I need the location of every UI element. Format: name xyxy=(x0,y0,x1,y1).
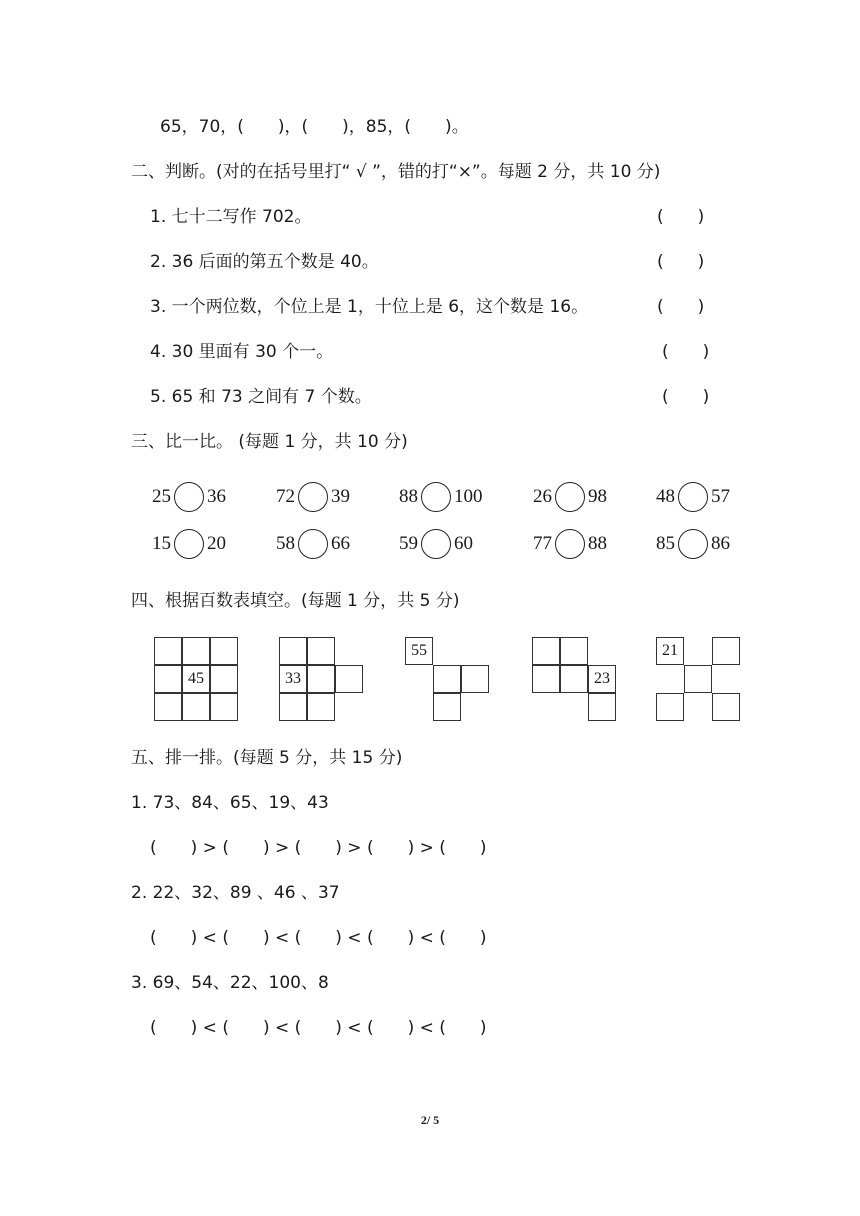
page-number: 2/ 5 xyxy=(420,1113,440,1127)
compare-right: 100 xyxy=(454,486,483,507)
compare-1-5 xyxy=(656,480,730,514)
compare-right: 20 xyxy=(207,533,226,554)
compare-circle[interactable] xyxy=(678,482,708,512)
compare-left: 48 xyxy=(656,486,675,507)
compare-right: 36 xyxy=(207,486,226,507)
blank-cell[interactable] xyxy=(210,693,238,721)
judge-answer-3[interactable]: ( ) xyxy=(657,297,705,317)
compare-1-1 xyxy=(152,480,226,514)
compare-left: 88 xyxy=(399,486,418,507)
compare-left: 15 xyxy=(152,533,171,554)
blank-cell[interactable] xyxy=(588,693,616,721)
given-cell: 45 xyxy=(182,665,210,693)
compare-circle[interactable] xyxy=(174,482,204,512)
blank-cell[interactable] xyxy=(154,665,182,693)
compare-circle[interactable] xyxy=(555,482,585,512)
compare-right: 66 xyxy=(331,533,350,554)
order-blanks-2[interactable]: ( ) < ( ) < ( ) < ( ) < ( ) xyxy=(150,928,487,948)
judge-item-2: 2. 36 后面的第五个数是 40。 xyxy=(150,252,379,272)
judge-answer-2[interactable]: ( ) xyxy=(657,252,705,272)
compare-2-3 xyxy=(399,527,473,561)
compare-1-2 xyxy=(276,480,350,514)
compare-right: 88 xyxy=(588,533,607,554)
section-2-title: 二、判断。(对的在括号里打“ √ ”，错的打“×”。每题 2 分，共 10 分) xyxy=(131,162,661,182)
blank-cell[interactable] xyxy=(210,637,238,665)
blank-cell[interactable] xyxy=(307,637,335,665)
given-cell: 33 xyxy=(279,665,307,693)
blank-cell[interactable] xyxy=(154,637,182,665)
judge-answer-4[interactable]: ( ) xyxy=(662,342,710,362)
compare-right: 57 xyxy=(711,486,730,507)
blank-cell[interactable] xyxy=(335,665,363,693)
compare-circle[interactable] xyxy=(555,529,585,559)
compare-right: 60 xyxy=(454,533,473,554)
given-cell: 21 xyxy=(656,637,684,665)
compare-circle[interactable] xyxy=(421,529,451,559)
blank-cell[interactable] xyxy=(433,693,461,721)
compare-2-5 xyxy=(656,527,730,561)
compare-left: 25 xyxy=(152,486,171,507)
judge-item-5: 5. 65 和 73 之间有 7 个数。 xyxy=(150,387,372,407)
compare-right: 98 xyxy=(588,486,607,507)
blank-cell[interactable] xyxy=(210,665,238,693)
blank-cell[interactable] xyxy=(712,637,740,665)
compare-1-3 xyxy=(399,480,483,514)
blank-cell[interactable] xyxy=(656,693,684,721)
number-sequence-question: 65，70，( )，( )，85，( )。 xyxy=(160,117,469,137)
judge-item-3: 3. 一个两位数，个位上是 1，十位上是 6，这个数是 16。 xyxy=(150,297,589,317)
compare-left: 58 xyxy=(276,533,295,554)
blank-cell[interactable] xyxy=(532,637,560,665)
compare-circle[interactable] xyxy=(298,529,328,559)
blank-cell[interactable] xyxy=(712,693,740,721)
compare-left: 59 xyxy=(399,533,418,554)
section-5-title: 五、排一排。(每题 5 分，共 15 分) xyxy=(131,748,403,768)
blank-cell[interactable] xyxy=(307,665,335,693)
compare-left: 26 xyxy=(533,486,552,507)
compare-2-2 xyxy=(276,527,350,561)
blank-cell[interactable] xyxy=(560,637,588,665)
given-cell: 23 xyxy=(588,665,616,693)
blank-cell[interactable] xyxy=(182,637,210,665)
judge-answer-5[interactable]: ( ) xyxy=(662,387,710,407)
compare-2-1 xyxy=(152,527,226,561)
compare-1-4 xyxy=(533,480,607,514)
compare-circle[interactable] xyxy=(298,482,328,512)
compare-left: 85 xyxy=(656,533,675,554)
compare-circle[interactable] xyxy=(421,482,451,512)
order-numbers-2: 2. 22、32、89 、46 、37 xyxy=(131,883,340,903)
order-numbers-1: 1. 73、84、65、19、43 xyxy=(131,793,329,813)
blank-cell[interactable] xyxy=(433,665,461,693)
compare-left: 77 xyxy=(533,533,552,554)
compare-left: 72 xyxy=(276,486,295,507)
compare-circle[interactable] xyxy=(678,529,708,559)
compare-right: 39 xyxy=(331,486,350,507)
blank-cell[interactable] xyxy=(182,693,210,721)
blank-cell[interactable] xyxy=(532,665,560,693)
given-cell: 55 xyxy=(405,637,433,665)
judge-answer-1[interactable]: ( ) xyxy=(657,207,705,227)
judge-item-4: 4. 30 里面有 30 个一。 xyxy=(150,342,334,362)
order-numbers-3: 3. 69、54、22、100、8 xyxy=(131,973,329,993)
blank-cell[interactable] xyxy=(279,693,307,721)
blank-cell[interactable] xyxy=(461,665,489,693)
compare-2-4 xyxy=(533,527,607,561)
order-blanks-1[interactable]: ( ) > ( ) > ( ) > ( ) > ( ) xyxy=(150,838,487,858)
compare-circle[interactable] xyxy=(174,529,204,559)
blank-cell[interactable] xyxy=(684,665,712,693)
blank-cell[interactable] xyxy=(279,637,307,665)
order-blanks-3[interactable]: ( ) < ( ) < ( ) < ( ) < ( ) xyxy=(150,1018,487,1038)
blank-cell[interactable] xyxy=(307,693,335,721)
section-3-title: 三、比一比。 (每题 1 分，共 10 分) xyxy=(131,432,408,452)
blank-cell[interactable] xyxy=(154,693,182,721)
judge-item-1: 1. 七十二写作 702。 xyxy=(150,207,312,227)
blank-cell[interactable] xyxy=(560,665,588,693)
compare-right: 86 xyxy=(711,533,730,554)
section-4-title: 四、根据百数表填空。(每题 1 分，共 5 分) xyxy=(131,591,460,611)
